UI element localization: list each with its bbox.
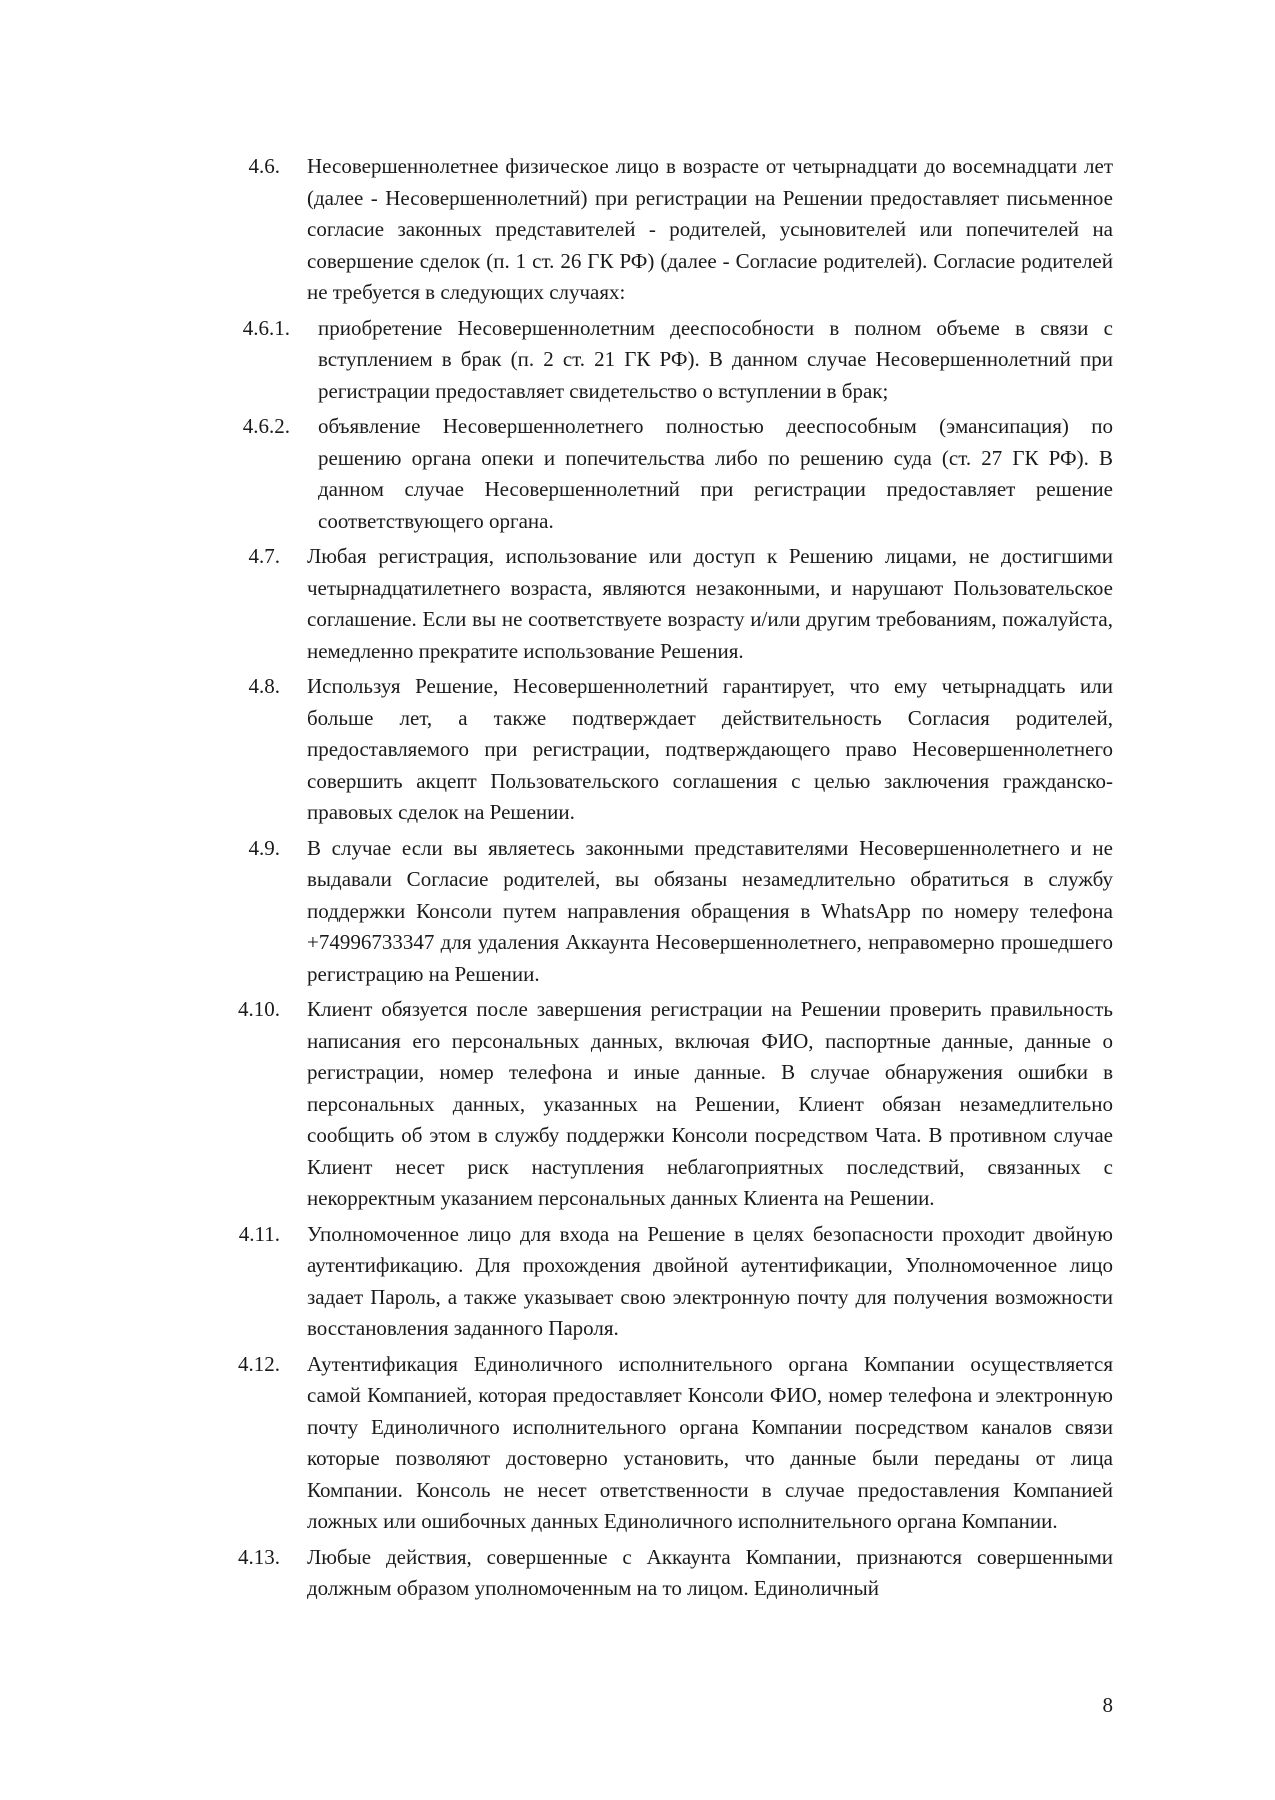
- clause-text: Аутентификация Единоличного исполнительного органа Компании осуществляется самой Компанией, которая предоставляет Консоли ФИО, номер телефона и электронную почту Единоличного исполнительного органа Компании посредством каналов связи которые позволяют достоверно установить, что данные были переданы от лица Компании. Консоль не несет ответственности в случае предоставления Компанией ложных или ошибочных данных Единоличного исполнительного органа Компании.: [307, 1351, 1113, 1533]
- clause-text: Клиент обязуется после завершения регистрации на Решении проверить правильность написания его персональных данных, включая ФИО, паспортные данные, данные о регистрации, номер телефона и иные данные. В случае обнаружения ошибки в персональных данных, указанных на Решении, Клиент обязан незамедлительно сообщить об этом в службу поддержки Консоли посредством Чата. В противном случае Клиент несет риск наступления неблагоприятных последствий, связанных с некорректным указанием персональных данных Клиента на Решении.: [307, 997, 1113, 1210]
- clause-text: Несовершеннолетнее физическое лицо в возрасте от четырнадцати до восемнадцати лет (далее - Несовершеннолетний) при регистрации на Решении предоставляет письменное согласие законных представителей - родителей, усыновителей или попечителей на совершение сделок (п. 1 ст. 26 ГК РФ) (далее - Согласие родителей). Согласие родителей не требуется в следующих случаях:: [307, 154, 1113, 304]
- clause-number: 4.11.: [238, 1221, 280, 1246]
- clause-text: Уполномоченное лицо для входа на Решение в целях безопасности проходит двойную аутентификацию. Для прохождения двойной аутентификации, Уполномоченное лицо задает Пароль, а также указывает свою электронную почту для получения возможности восстановления заданного Пароля.: [307, 1221, 1113, 1340]
- document-body: [0, 151, 1275, 1609]
- clause-text: Любые действия, совершенные с Аккаунта Компании, признаются совершенными должным образом уполномоченным на то лицом. Единоличный: [307, 1544, 1113, 1600]
- clause-number: 4.6.1.: [242, 315, 290, 340]
- clause-text: В случае если вы являетесь законными представителями Несовершеннолетнего и не выдавали Согласие родителей, вы обязаны незамедлительно обратиться в службу поддержки Консоли путем направления обращения в WhatsApp по номеру телефона +74996733347 для удаления Аккаунта Несовершеннолетнего, неправомерно прошедшего регистрацию на Решении.: [307, 835, 1113, 986]
- clause-number: 4.10.: [238, 997, 280, 1021]
- clause-text: Любая регистрация, использование или доступ к Решению лицами, не достигшими четырнадцатилетнего возраста, являются незаконными, и нарушают Пользовательское соглашение. Если вы не соответствуете возрасту и/или другим требованиям, пожалуйста, немедленно прекратите использование Решения.: [307, 544, 1113, 663]
- clause-number: 4.12.: [238, 1351, 280, 1376]
- clause-4-6-1: [0, 313, 1275, 408]
- clause-4-9: [0, 833, 1275, 991]
- clause-text: объявление Несовершеннолетнего полностью дееспособным (эмансипация) по решению органа опеки и попечительства либо по решению суда (ст. 27 ГК РФ). В данном случае Несовершеннолетний при регистрации предоставляет решение соответствующего органа.: [318, 414, 1113, 533]
- clause-4-6: [0, 151, 1275, 309]
- clause-number: 4.13.: [238, 1544, 280, 1569]
- clause-4-13: [0, 1542, 1275, 1605]
- clause-4-11: [0, 1219, 1275, 1345]
- clause-number: 4.9.: [248, 835, 280, 860]
- page-number: 8: [1102, 1693, 1113, 1717]
- clause-4-10: [0, 994, 1275, 1215]
- clause-number: 4.8.: [248, 674, 280, 698]
- clause-text: Используя Решение, Несовершеннолетний гарантирует, что ему четырнадцать или больше лет, а также подтверждает действительность Согласия родителей, предоставляемого при регистрации, подтверждающего право Несовершеннолетнего совершить акцепт Пользовательского соглашения с целью заключения гражданско-правовых сделок на Решении.: [307, 674, 1113, 824]
- clause-4-12: [0, 1349, 1275, 1538]
- clause-4-8: [0, 671, 1275, 829]
- clause-text: приобретение Несовершеннолетним дееспособности в полном объеме в связи с вступлением в брак (п. 2 ст. 21 ГК РФ). В данном случае Несовершеннолетний при регистрации предоставляет свидетельство о вступлении в брак;: [318, 315, 1113, 403]
- clause-number: 4.7.: [248, 544, 280, 568]
- clause-number: 4.6.: [248, 154, 280, 178]
- clause-4-6-2: [0, 411, 1275, 537]
- clause-4-7: [0, 541, 1275, 667]
- clause-number: 4.6.2.: [242, 414, 290, 438]
